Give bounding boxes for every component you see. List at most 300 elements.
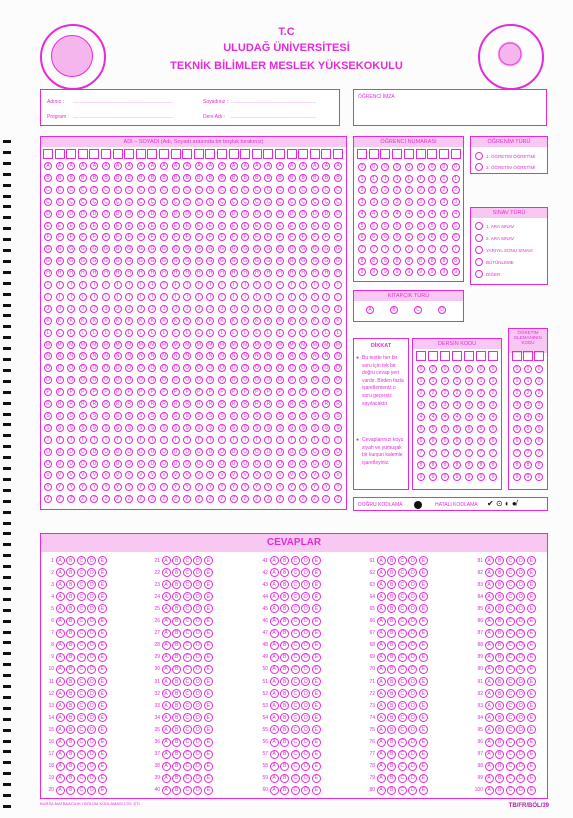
- answer-bubble[interactable]: A: [377, 713, 386, 722]
- answer-bubble[interactable]: E: [204, 713, 213, 722]
- answer-bubble[interactable]: B: [280, 617, 289, 626]
- name-bubble[interactable]: B: [195, 174, 203, 182]
- name-bubble[interactable]: S: [67, 412, 75, 420]
- name-bubble[interactable]: U: [90, 448, 98, 456]
- name-bubble[interactable]: Ğ: [322, 257, 330, 265]
- name-bubble[interactable]: S: [230, 412, 238, 420]
- answer-bubble[interactable]: D: [87, 556, 96, 565]
- name-bubble[interactable]: E: [218, 222, 226, 230]
- answer-bubble[interactable]: A: [162, 592, 171, 601]
- course-code-bubble[interactable]: 7: [477, 449, 485, 457]
- answer-bubble[interactable]: E: [527, 556, 536, 565]
- answer-bubble[interactable]: E: [204, 592, 213, 601]
- answer-bubble[interactable]: C: [398, 786, 407, 795]
- name-bubble[interactable]: T: [125, 436, 133, 444]
- answer-bubble[interactable]: D: [193, 701, 202, 710]
- name-write-box[interactable]: [43, 149, 53, 159]
- answer-bubble[interactable]: A: [56, 701, 65, 710]
- answer-bubble[interactable]: B: [172, 786, 181, 795]
- exam-option[interactable]: [475, 234, 514, 242]
- answer-bubble[interactable]: E: [98, 617, 107, 626]
- name-bubble[interactable]: T: [264, 436, 272, 444]
- name-bubble[interactable]: G: [241, 245, 249, 253]
- name-bubble[interactable]: O: [44, 364, 52, 372]
- student-number-bubble[interactable]: 0: [381, 163, 389, 171]
- name-bubble[interactable]: Y: [114, 483, 122, 491]
- answer-bubble[interactable]: B: [280, 592, 289, 601]
- course-code-bubble[interactable]: 0: [441, 365, 449, 373]
- answer-bubble[interactable]: B: [387, 677, 396, 686]
- name-bubble[interactable]: U: [172, 448, 180, 456]
- name-bubble[interactable]: Y: [90, 483, 98, 491]
- answer-bubble[interactable]: E: [419, 653, 428, 662]
- name-bubble[interactable]: H: [125, 269, 133, 277]
- name-bubble[interactable]: P: [137, 388, 145, 396]
- name-bubble[interactable]: D: [322, 210, 330, 218]
- answer-bubble[interactable]: B: [495, 592, 504, 601]
- name-bubble[interactable]: Ç: [241, 198, 249, 206]
- name-bubble[interactable]: F: [172, 233, 180, 241]
- name-bubble[interactable]: L: [230, 329, 238, 337]
- name-bubble[interactable]: Ö: [206, 376, 214, 384]
- name-write-box[interactable]: [240, 149, 250, 159]
- name-bubble[interactable]: J: [67, 305, 75, 313]
- name-bubble[interactable]: L: [44, 329, 52, 337]
- name-bubble[interactable]: Y: [79, 483, 87, 491]
- name-bubble[interactable]: K: [334, 317, 342, 325]
- name-bubble[interactable]: E: [183, 222, 191, 230]
- name-bubble[interactable]: C: [334, 186, 342, 194]
- name-bubble[interactable]: S: [160, 412, 168, 420]
- name-bubble[interactable]: Ö: [288, 376, 296, 384]
- name-bubble[interactable]: C: [253, 186, 261, 194]
- name-bubble[interactable]: P: [241, 388, 249, 396]
- answer-bubble[interactable]: E: [312, 665, 321, 674]
- name-bubble[interactable]: Ç: [172, 198, 180, 206]
- name-bubble[interactable]: Ş: [218, 424, 226, 432]
- name-bubble[interactable]: Ğ: [241, 257, 249, 265]
- name-bubble[interactable]: U: [322, 448, 330, 456]
- answer-bubble[interactable]: C: [506, 617, 515, 626]
- answer-bubble[interactable]: A: [377, 629, 386, 638]
- name-bubble[interactable]: K: [241, 317, 249, 325]
- name-bubble[interactable]: A: [206, 162, 214, 170]
- answer-bubble[interactable]: C: [506, 786, 515, 795]
- answer-bubble[interactable]: A: [485, 568, 494, 577]
- answer-bubble[interactable]: E: [312, 617, 321, 626]
- name-bubble[interactable]: B: [102, 174, 110, 182]
- name-bubble[interactable]: L: [56, 329, 64, 337]
- answer-bubble[interactable]: A: [56, 641, 65, 650]
- name-bubble[interactable]: H: [206, 269, 214, 277]
- course-code-bubble[interactable]: 5: [429, 425, 437, 433]
- name-bubble[interactable]: K: [299, 317, 307, 325]
- name-bubble[interactable]: S: [148, 412, 156, 420]
- answer-bubble[interactable]: E: [312, 677, 321, 686]
- name-bubble[interactable]: O: [125, 364, 133, 372]
- course-code-bubble[interactable]: 9: [453, 473, 461, 481]
- student-number-bubble[interactable]: 3: [358, 198, 366, 206]
- course-code-bubble[interactable]: 3: [417, 401, 425, 409]
- name-bubble[interactable]: İ: [172, 293, 180, 301]
- student-number-bubble[interactable]: 6: [452, 233, 460, 241]
- answer-bubble[interactable]: D: [301, 725, 310, 734]
- name-bubble[interactable]: Ö: [241, 376, 249, 384]
- student-number-bubble[interactable]: 5: [381, 222, 389, 230]
- name-bubble[interactable]: Y: [230, 483, 238, 491]
- name-bubble[interactable]: İ: [253, 293, 261, 301]
- name-bubble[interactable]: T: [322, 436, 330, 444]
- name-bubble[interactable]: Y: [67, 483, 75, 491]
- answer-bubble[interactable]: E: [312, 750, 321, 759]
- name-bubble[interactable]: Y: [160, 483, 168, 491]
- name-bubble[interactable]: Ş: [160, 424, 168, 432]
- answer-bubble[interactable]: E: [312, 568, 321, 577]
- name-bubble[interactable]: V: [230, 471, 238, 479]
- name-bubble[interactable]: J: [206, 305, 214, 313]
- teaching-unit-bubble[interactable]: 1: [513, 377, 521, 385]
- answer-bubble[interactable]: B: [66, 568, 75, 577]
- answer-bubble[interactable]: C: [398, 701, 407, 710]
- education-option-1[interactable]: [475, 152, 536, 160]
- name-bubble[interactable]: V: [172, 471, 180, 479]
- student-number-bubble[interactable]: 0: [405, 163, 413, 171]
- name-bubble[interactable]: Ü: [56, 460, 64, 468]
- answer-bubble[interactable]: B: [280, 786, 289, 795]
- name-bubble[interactable]: H: [172, 269, 180, 277]
- name-bubble[interactable]: Ö: [195, 376, 203, 384]
- name-write-box[interactable]: [217, 149, 227, 159]
- name-bubble[interactable]: Y: [44, 483, 52, 491]
- name-bubble[interactable]: S: [79, 412, 87, 420]
- name-bubble[interactable]: C: [195, 186, 203, 194]
- answer-bubble[interactable]: E: [98, 713, 107, 722]
- answer-bubble[interactable]: E: [204, 641, 213, 650]
- name-bubble[interactable]: G: [218, 245, 226, 253]
- name-bubble[interactable]: Ç: [90, 198, 98, 206]
- name-bubble[interactable]: T: [102, 436, 110, 444]
- name-bubble[interactable]: Ü: [90, 460, 98, 468]
- answer-bubble[interactable]: A: [270, 786, 279, 795]
- name-bubble[interactable]: R: [102, 400, 110, 408]
- name-bubble[interactable]: V: [56, 471, 64, 479]
- name-bubble[interactable]: S: [114, 412, 122, 420]
- course-code-bubble[interactable]: 4: [441, 413, 449, 421]
- name-bubble[interactable]: C: [241, 186, 249, 194]
- name-bubble[interactable]: K: [253, 317, 261, 325]
- name-bubble[interactable]: Y: [241, 483, 249, 491]
- name-write-box[interactable]: [55, 149, 65, 159]
- name-bubble[interactable]: L: [253, 329, 261, 337]
- student-number-bubble[interactable]: 3: [428, 198, 436, 206]
- name-bubble[interactable]: C: [264, 186, 272, 194]
- name-bubble[interactable]: S: [241, 412, 249, 420]
- answer-bubble[interactable]: D: [516, 786, 525, 795]
- name-bubble[interactable]: T: [299, 436, 307, 444]
- name-bubble[interactable]: G: [183, 245, 191, 253]
- answer-bubble[interactable]: E: [98, 786, 107, 795]
- answer-bubble[interactable]: D: [408, 786, 417, 795]
- answer-bubble[interactable]: A: [162, 665, 171, 674]
- answer-bubble[interactable]: E: [312, 762, 321, 771]
- answer-bubble[interactable]: C: [183, 568, 192, 577]
- name-bubble[interactable]: Z: [334, 495, 342, 503]
- name-bubble[interactable]: T: [114, 436, 122, 444]
- name-bubble[interactable]: K: [102, 317, 110, 325]
- name-bubble[interactable]: Ü: [102, 460, 110, 468]
- name-bubble[interactable]: V: [218, 471, 226, 479]
- name-bubble[interactable]: T: [148, 436, 156, 444]
- teaching-unit-bubble[interactable]: 4: [524, 413, 532, 421]
- teaching-unit-bubble[interactable]: 0: [513, 365, 521, 373]
- name-bubble[interactable]: Ö: [183, 376, 191, 384]
- name-bubble[interactable]: U: [195, 448, 203, 456]
- answer-bubble[interactable]: E: [204, 580, 213, 589]
- name-bubble[interactable]: O: [172, 364, 180, 372]
- answer-bubble[interactable]: E: [419, 689, 428, 698]
- student-number-bubble[interactable]: 4: [393, 210, 401, 218]
- name-bubble[interactable]: A: [79, 162, 87, 170]
- answer-bubble[interactable]: B: [280, 677, 289, 686]
- answer-bubble[interactable]: E: [527, 653, 536, 662]
- answer-bubble[interactable]: B: [387, 592, 396, 601]
- answer-bubble[interactable]: B: [387, 701, 396, 710]
- answer-bubble[interactable]: A: [270, 653, 279, 662]
- answer-bubble[interactable]: E: [419, 641, 428, 650]
- answer-bubble[interactable]: C: [291, 738, 300, 747]
- name-bubble[interactable]: Z: [160, 495, 168, 503]
- name-bubble[interactable]: J: [56, 305, 64, 313]
- name-bubble[interactable]: Y: [322, 483, 330, 491]
- name-bubble[interactable]: Y: [195, 483, 203, 491]
- name-bubble[interactable]: A: [90, 162, 98, 170]
- student-number-bubble[interactable]: 7: [405, 245, 413, 253]
- teaching-unit-bubble[interactable]: 4: [513, 413, 521, 421]
- student-number-bubble[interactable]: 6: [358, 233, 366, 241]
- name-bubble[interactable]: Ö: [137, 376, 145, 384]
- name-bubble[interactable]: V: [299, 471, 307, 479]
- answer-bubble[interactable]: D: [408, 762, 417, 771]
- name-bubble[interactable]: Ç: [230, 198, 238, 206]
- student-number-bubble[interactable]: 4: [428, 210, 436, 218]
- answer-bubble[interactable]: E: [419, 738, 428, 747]
- name-bubble[interactable]: A: [253, 162, 261, 170]
- answer-bubble[interactable]: C: [398, 750, 407, 759]
- name-bubble[interactable]: Y: [172, 483, 180, 491]
- name-bubble[interactable]: I: [44, 281, 52, 289]
- answer-bubble[interactable]: D: [301, 689, 310, 698]
- name-bubble[interactable]: B: [218, 174, 226, 182]
- answer-bubble[interactable]: A: [56, 774, 65, 783]
- name-bubble[interactable]: M: [185, 341, 190, 348]
- name-bubble[interactable]: İ: [322, 293, 330, 301]
- answer-bubble[interactable]: E: [312, 592, 321, 601]
- answer-bubble[interactable]: B: [66, 713, 75, 722]
- name-bubble[interactable]: Ö: [90, 376, 98, 384]
- name-bubble[interactable]: F: [56, 233, 64, 241]
- answer-bubble[interactable]: A: [56, 689, 65, 698]
- answer-bubble[interactable]: D: [301, 641, 310, 650]
- answer-bubble[interactable]: D: [408, 629, 417, 638]
- name-bubble[interactable]: Ş: [264, 424, 272, 432]
- answer-bubble[interactable]: D: [87, 689, 96, 698]
- name-bubble[interactable]: O: [102, 364, 110, 372]
- course-code-bubble[interactable]: 9: [489, 473, 497, 481]
- answer-bubble[interactable]: A: [270, 580, 279, 589]
- answer-bubble[interactable]: B: [387, 689, 396, 698]
- name-bubble[interactable]: S: [299, 412, 307, 420]
- student-number-bubble[interactable]: 5: [440, 222, 448, 230]
- name-bubble[interactable]: N: [334, 352, 342, 360]
- answer-bubble[interactable]: D: [408, 701, 417, 710]
- name-bubble[interactable]: E: [311, 222, 319, 230]
- answer-bubble[interactable]: E: [204, 689, 213, 698]
- teaching-unit-bubble[interactable]: 2: [524, 389, 532, 397]
- teaching-unit-bubble[interactable]: 3: [513, 401, 521, 409]
- name-bubble[interactable]: Ğ: [172, 257, 180, 265]
- student-number-bubble[interactable]: 8: [358, 257, 366, 265]
- name-bubble[interactable]: Ş: [79, 424, 87, 432]
- answer-bubble[interactable]: A: [485, 725, 494, 734]
- answer-bubble[interactable]: B: [495, 738, 504, 747]
- name-bubble[interactable]: S: [264, 412, 272, 420]
- name-bubble[interactable]: E: [148, 222, 156, 230]
- name-bubble[interactable]: Ü: [148, 460, 156, 468]
- answer-bubble[interactable]: B: [280, 653, 289, 662]
- student-number-bubble[interactable]: 5: [393, 222, 401, 230]
- name-bubble[interactable]: E: [230, 222, 238, 230]
- student-number-bubble[interactable]: 3: [393, 198, 401, 206]
- name-bubble[interactable]: L: [79, 329, 87, 337]
- answer-bubble[interactable]: E: [98, 677, 107, 686]
- course-code-bubble[interactable]: 6: [453, 437, 461, 445]
- name-bubble[interactable]: Ş: [299, 424, 307, 432]
- answer-bubble[interactable]: B: [387, 713, 396, 722]
- answer-bubble[interactable]: C: [183, 750, 192, 759]
- name-bubble[interactable]: T: [241, 436, 249, 444]
- name-bubble[interactable]: L: [276, 329, 284, 337]
- name-bubble[interactable]: N: [79, 352, 87, 360]
- answer-bubble[interactable]: D: [408, 750, 417, 759]
- name-bubble[interactable]: O: [288, 364, 296, 372]
- name-bubble[interactable]: D: [288, 210, 296, 218]
- name-bubble[interactable]: H: [67, 269, 75, 277]
- answer-bubble[interactable]: A: [56, 580, 65, 589]
- name-bubble[interactable]: G: [67, 245, 75, 253]
- answer-bubble[interactable]: E: [419, 762, 428, 771]
- name-bubble[interactable]: L: [90, 329, 98, 337]
- name-bubble[interactable]: C: [90, 186, 98, 194]
- answer-bubble[interactable]: C: [506, 580, 515, 589]
- answer-bubble[interactable]: E: [98, 762, 107, 771]
- name-bubble[interactable]: H: [114, 269, 122, 277]
- answer-bubble[interactable]: E: [204, 786, 213, 795]
- name-bubble[interactable]: Ü: [183, 460, 191, 468]
- name-bubble[interactable]: I: [334, 281, 342, 289]
- name-bubble[interactable]: Z: [322, 495, 330, 503]
- answer-bubble[interactable]: E: [204, 604, 213, 613]
- name-bubble[interactable]: R: [322, 400, 330, 408]
- answer-bubble[interactable]: D: [193, 580, 202, 589]
- answer-bubble[interactable]: C: [77, 750, 86, 759]
- student-number-bubble[interactable]: 1: [393, 175, 401, 183]
- name-bubble[interactable]: Ş: [253, 424, 261, 432]
- name-bubble[interactable]: V: [276, 471, 284, 479]
- name-bubble[interactable]: V: [195, 471, 203, 479]
- course-code-bubble[interactable]: 6: [417, 437, 425, 445]
- answer-bubble[interactable]: B: [172, 604, 181, 613]
- course-code-bubble[interactable]: 8: [417, 461, 425, 469]
- student-number-bubble[interactable]: 4: [452, 210, 460, 218]
- name-bubble[interactable]: V: [90, 471, 98, 479]
- answer-bubble[interactable]: D: [301, 629, 310, 638]
- name-bubble[interactable]: A: [102, 162, 110, 170]
- answer-bubble[interactable]: B: [495, 713, 504, 722]
- name-bubble[interactable]: I: [276, 281, 284, 289]
- name-bubble[interactable]: H: [44, 269, 52, 277]
- name-bubble[interactable]: R: [160, 400, 168, 408]
- answer-bubble[interactable]: D: [301, 653, 310, 662]
- name-bubble[interactable]: A: [195, 162, 203, 170]
- answer-bubble[interactable]: C: [77, 677, 86, 686]
- name-bubble[interactable]: İ: [90, 293, 98, 301]
- student-number-bubble[interactable]: 7: [358, 245, 366, 253]
- name-bubble[interactable]: H: [56, 269, 64, 277]
- name-bubble[interactable]: Ö: [125, 376, 133, 384]
- student-number-bubble[interactable]: 9: [417, 268, 425, 276]
- name-bubble[interactable]: T: [206, 436, 214, 444]
- answer-bubble[interactable]: B: [66, 641, 75, 650]
- name-bubble[interactable]: T: [276, 436, 284, 444]
- name-write-box[interactable]: [136, 149, 146, 159]
- name-bubble[interactable]: P: [56, 388, 64, 396]
- answer-bubble[interactable]: D: [193, 592, 202, 601]
- teaching-unit-bubble[interactable]: 8: [513, 461, 521, 469]
- name-bubble[interactable]: K: [183, 317, 191, 325]
- name-bubble[interactable]: Ö: [218, 376, 226, 384]
- name-bubble[interactable]: Ş: [67, 424, 75, 432]
- name-bubble[interactable]: B: [288, 174, 296, 182]
- name-bubble[interactable]: K: [160, 317, 168, 325]
- answer-bubble[interactable]: A: [485, 774, 494, 783]
- name-bubble[interactable]: P: [334, 388, 342, 396]
- name-bubble[interactable]: Z: [137, 495, 145, 503]
- answer-bubble[interactable]: C: [77, 713, 86, 722]
- name-bubble[interactable]: H: [102, 269, 110, 277]
- course-code-bubble[interactable]: 9: [417, 473, 425, 481]
- name-bubble[interactable]: L: [172, 329, 180, 337]
- name-bubble[interactable]: P: [102, 388, 110, 396]
- student-number-bubble[interactable]: 8: [405, 257, 413, 265]
- course-code-bubble[interactable]: 2: [489, 389, 497, 397]
- answer-bubble[interactable]: A: [162, 725, 171, 734]
- name-bubble[interactable]: M: [219, 341, 225, 348]
- student-number-bubble[interactable]: 2: [417, 186, 425, 194]
- answer-bubble[interactable]: C: [291, 653, 300, 662]
- name-bubble[interactable]: Ç: [79, 198, 87, 206]
- name-bubble[interactable]: M: [243, 341, 248, 348]
- name-write-box[interactable]: [182, 149, 192, 159]
- name-bubble[interactable]: H: [322, 269, 330, 277]
- answer-bubble[interactable]: C: [506, 713, 515, 722]
- name-write-box[interactable]: [298, 149, 308, 159]
- teaching-unit-bubble[interactable]: 6: [535, 437, 543, 445]
- answer-bubble[interactable]: B: [280, 604, 289, 613]
- answer-bubble[interactable]: D: [301, 701, 310, 710]
- answer-bubble[interactable]: B: [387, 750, 396, 759]
- answer-bubble[interactable]: A: [56, 725, 65, 734]
- name-bubble[interactable]: C: [67, 186, 75, 194]
